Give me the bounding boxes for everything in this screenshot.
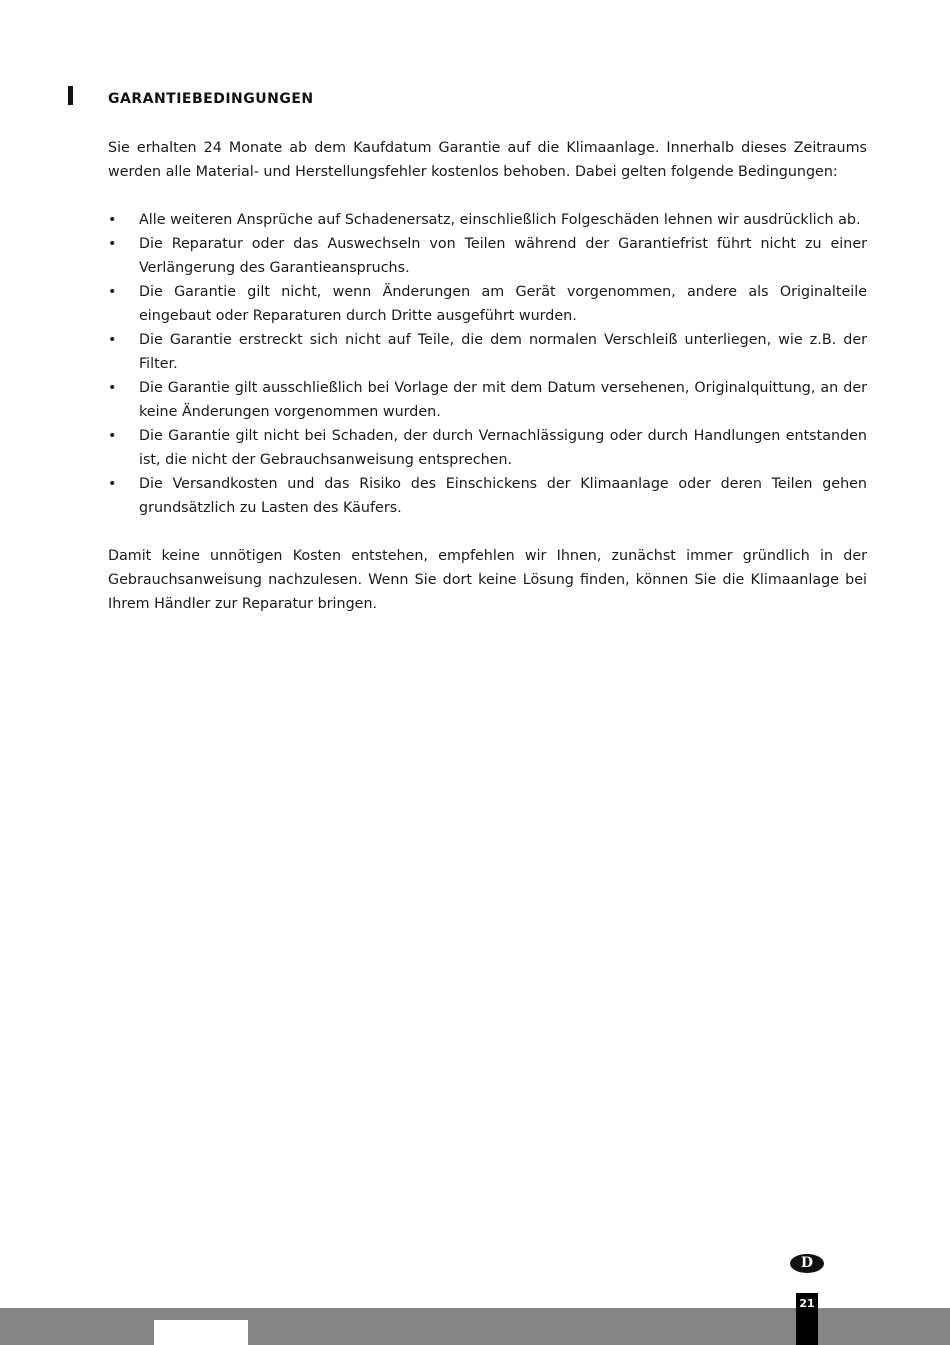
- condition-text: Die Reparatur oder das Auswechseln von Teilen während der Garantiefrist führt nicht zu einer Verlängerung des Garantieanspruchs.: [139, 236, 867, 276]
- page-number: 21: [799, 1297, 815, 1310]
- document-body: [108, 136, 867, 616]
- list-item: [108, 280, 867, 328]
- footer-white-box: [154, 1320, 248, 1345]
- bullet-icon: •: [108, 428, 117, 444]
- bullet-icon: •: [108, 380, 117, 396]
- list-item: [108, 424, 867, 472]
- bullet-icon: •: [108, 284, 117, 300]
- intro-paragraph: Sie erhalten 24 Monate ab dem Kaufdatum Garantie auf die Klimaanlage. Innerhalb dieses Zeitraums werden alle Material- und Herstellungsfehler kostenlos behoben. Dabei gelten folgende Bedingungen:: [108, 140, 867, 180]
- page-number-tab: [796, 1293, 818, 1345]
- bullet-icon: •: [108, 236, 117, 252]
- section-marker: [68, 86, 73, 105]
- closing-paragraph: Damit keine unnötigen Kosten entstehen, empfehlen wir Ihnen, zunächst immer gründlich in der Gebrauchsanweisung nachzulesen. Wenn Sie dort keine Lösung finden, können Sie die Klimaanlage bei Ihrem Händler zur Reparatur bringen.: [108, 548, 867, 612]
- list-item: [108, 208, 867, 232]
- condition-text: Die Garantie gilt nicht, wenn Änderungen am Gerät vorgenommen, andere als Originalteile eingebaut oder Reparaturen durch Dritte ausgeführt wurden.: [139, 284, 867, 324]
- bullet-icon: •: [108, 332, 117, 348]
- conditions-list: [108, 208, 867, 520]
- list-item: [108, 472, 867, 520]
- list-item: [108, 328, 867, 376]
- language-badge: D: [790, 1254, 824, 1273]
- bullet-icon: •: [108, 212, 117, 228]
- condition-text: Die Garantie gilt ausschließlich bei Vorlage der mit dem Datum versehenen, Originalquittung, an der keine Änderungen vorgenommen wurden.: [139, 380, 867, 420]
- list-item: [108, 232, 867, 280]
- condition-text: Die Garantie erstreckt sich nicht auf Teile, die dem normalen Verschleiß unterliegen, wie z.B. der Filter.: [139, 332, 867, 372]
- condition-text: Alle weiteren Ansprüche auf Schadenersatz, einschließlich Folgeschäden lehnen wir ausdrücklich ab.: [139, 212, 861, 228]
- list-item: [108, 376, 867, 424]
- page-heading: GARANTIEBEDINGUNGEN: [108, 91, 314, 107]
- bullet-icon: •: [108, 476, 117, 492]
- condition-text: Die Garantie gilt nicht bei Schaden, der durch Vernachlässigung oder durch Handlungen entstanden ist, die nicht der Gebrauchsanweisung entsprechen.: [139, 428, 867, 468]
- condition-text: Die Versandkosten und das Risiko des Einschickens der Klimaanlage oder deren Teilen gehen grundsätzlich zu Lasten des Käufers.: [139, 476, 867, 516]
